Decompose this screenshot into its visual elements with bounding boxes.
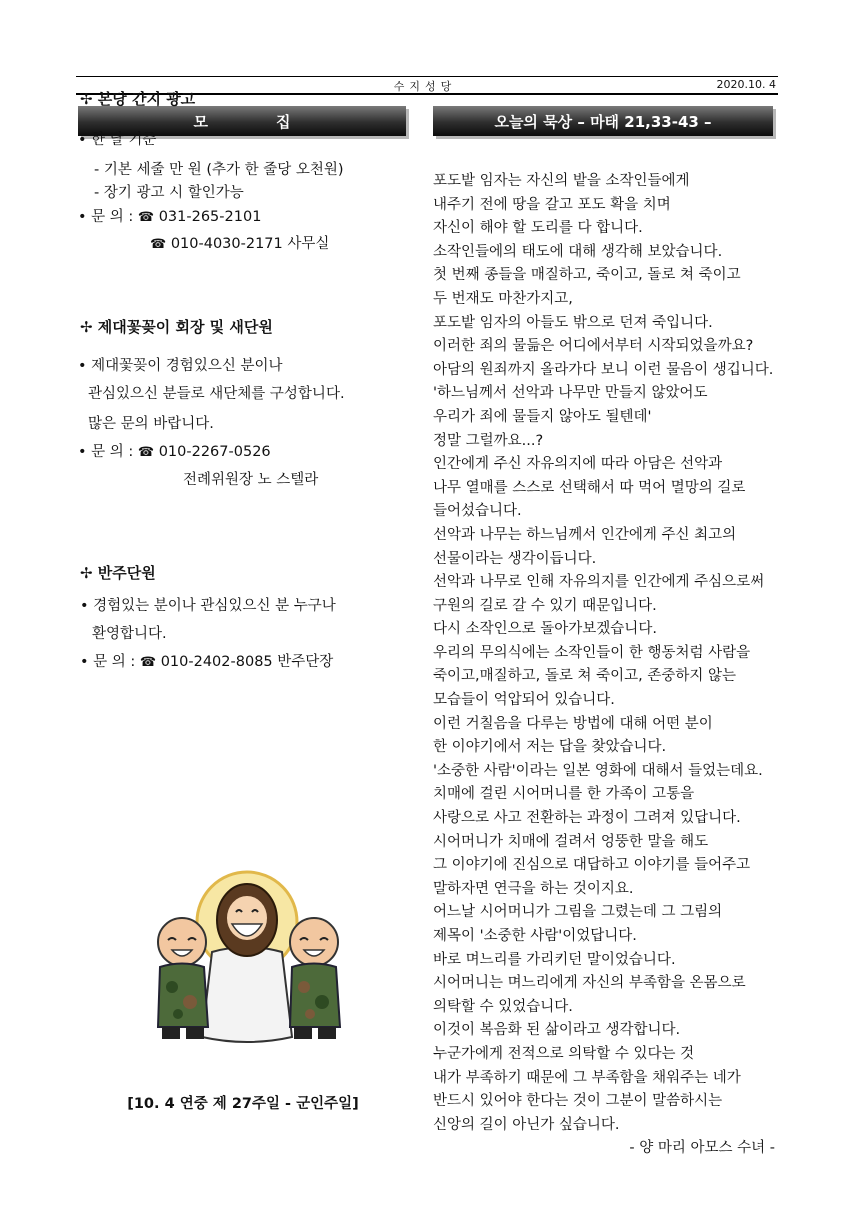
meditation-line: 사랑으로 사고 전환하는 과정이 그려져 있답니다. <box>433 810 741 827</box>
meditation-line: '하느님께서 선악과 나무만 만들지 않았어도 <box>433 385 708 402</box>
meditation-line: 죽이고,매질하고, 돌로 쳐 죽이고, 존중하지 않는 <box>433 668 737 685</box>
recruitment-banner: 모집 <box>78 106 406 136</box>
meditation-line: 선악과 나무는 하느님께서 인간에게 주신 최고의 <box>433 526 737 543</box>
meditation-author: - 양 마리 아모스 수녀 - <box>629 1140 775 1157</box>
ad-line: - 장기 광고 시 할인가능 <box>94 185 244 201</box>
section-title-accompanist: ✢ 반주단원 <box>80 564 156 582</box>
phone-icon: ☎ <box>137 210 155 225</box>
ad-contact-line <box>150 232 329 253</box>
meditation-line: 치매에 걸린 시어머니를 한 가족이 고통을 <box>433 786 695 803</box>
ad-line: - 기본 세줄 만 원 (추가 한 줄당 오천원) <box>94 162 344 178</box>
accompanist-line: • 경험있는 분이나 관심있으신 분 누구나 <box>80 598 336 614</box>
phone-number: 010-2402-8085 반주단장 <box>160 654 334 670</box>
meditation-line: '소중한 사람'이라는 일본 영화에 대해서 들었는데요. <box>433 762 763 779</box>
meditation-line: 내가 부족하기 때문에 그 부족함을 채워주는 네가 <box>433 1069 741 1086</box>
meditation-line: 다시 소작인으로 돌아가보겠습니다. <box>433 621 657 638</box>
meditation-line: 선물이라는 생각이듭니다. <box>433 550 597 567</box>
flower-contact-person: 전례위원장 노 스텔라 <box>183 472 319 488</box>
flower-line: 많은 문의 바랍니다. <box>88 416 214 432</box>
meditation-text <box>433 170 775 1161</box>
accompanist-contact-line <box>80 650 333 671</box>
meditation-line: 들어섰습니다. <box>433 503 522 520</box>
flower-line: • 제대꽃꽂이 경험있으신 분이나 <box>78 358 283 374</box>
meditation-banner: 오늘의 묵상 – 마태 21,33-43 – <box>433 106 773 136</box>
meditation-line: 우리의 무의식에는 소작인들이 한 행동처럼 사람을 <box>433 644 751 661</box>
meditation-line: 제목이 '소중한 사람'이었답니다. <box>433 928 637 944</box>
meditation-line: 나무 열매를 스스로 선택해서 따 먹어 멸망의 길로 <box>433 479 746 496</box>
meditation-line: 한 이야기에서 저는 답을 찾았습니다. <box>433 739 667 756</box>
meditation-line: 모습들이 억압되어 있습니다. <box>433 692 615 709</box>
meditation-line: 그 이야기에 진심으로 대답하고 이야기를 들어주고 <box>433 857 751 874</box>
phone-icon: ☎ <box>137 445 155 460</box>
meditation-line: 반드시 있어야 한다는 것이 그분이 말씀하시는 <box>433 1093 723 1110</box>
meditation-line: 아담의 원죄까지 올라가다 보니 이런 물음이 생깁니다. <box>433 361 774 378</box>
meditation-line: 정말 그럴까요...? <box>433 432 544 449</box>
church-name: 수지성당 <box>393 80 457 93</box>
phone-icon: ☎ <box>150 237 167 252</box>
meditation-line: 우리가 죄에 물들지 않아도 될텐데' <box>433 408 652 425</box>
meditation-line: 인간에게 주신 자유의지에 따라 아담은 선악과 <box>433 456 723 473</box>
meditation-line: 신앙의 길이 아닌가 싶습니다. <box>433 1116 620 1133</box>
meditation-line: 두 번재도 마찬가지고, <box>433 290 573 307</box>
ad-contact-line <box>78 205 261 226</box>
meditation-line: 바로 며느리를 가리키던 말이었습니다. <box>433 951 676 968</box>
section-title-flower: ✢ 제대꽃꽂이 회장 및 새단원 <box>80 318 273 336</box>
section-title-ad: ✢ 본당 간지 광고 <box>80 90 196 108</box>
jesus-soldiers-illustration <box>142 862 352 1052</box>
ad-line: • 한 달 기준 <box>78 132 157 148</box>
accompanist-line: 환영합니다. <box>92 626 167 642</box>
meditation-line: 자신이 해야 할 도리를 다 합니다. <box>433 220 643 237</box>
meditation-line: 누군가에게 전적으로 의탁할 수 있다는 것 <box>433 1045 695 1062</box>
flower-line: 관심있으신 분들로 새단체를 구성합니다. <box>88 386 345 402</box>
phone-icon: ☎ <box>139 655 157 670</box>
contact-label: • 문 의 : <box>78 209 134 225</box>
phone-number: 010-4030-2171 사무실 <box>170 236 330 252</box>
header-top-rule <box>76 76 778 77</box>
meditation-line: 포도밭 임자는 자신의 밭을 소작인들에게 <box>433 173 690 189</box>
phone-number: 031-265-2101 <box>158 209 262 225</box>
meditation-line: 이러한 죄의 물듦은 어디에서부터 시작되었을까요? <box>433 338 754 355</box>
meditation-line: 어느날 시어머니가 그림을 그렸는데 그 그림의 <box>433 904 723 921</box>
meditation-line: 선악과 나무로 인해 자유의지를 인간에게 주심으로써 <box>433 574 765 591</box>
phone-number: 010-2267-0526 <box>158 444 271 460</box>
meditation-line: 포도밭 임자의 아들도 밖으로 던져 죽입니다. <box>433 314 713 331</box>
bulletin-date: 2020.10. 4 <box>716 78 776 91</box>
contact-label: • 문 의 : <box>80 654 136 670</box>
contact-label: • 문 의 : <box>78 444 134 460</box>
meditation-line: 이런 거칠음을 다루는 방법에 대해 어떤 분이 <box>433 715 713 732</box>
meditation-line: 시어머니는 며느리에게 자신의 부족함을 온몸으로 <box>433 975 746 992</box>
flower-contact-line <box>78 440 271 461</box>
meditation-line: 의탁할 수 있었습니다. <box>433 998 573 1015</box>
sunday-caption: [10. 4 연중 제 27주일 - 군인주일] <box>127 1096 359 1112</box>
meditation-line: 이것이 복음화 된 삶이라고 생각합니다. <box>433 1022 681 1039</box>
meditation-line: 구원의 길로 갈 수 있기 때문입니다. <box>433 597 657 614</box>
meditation-line: 첫 번째 종들을 매질하고, 죽이고, 돌로 쳐 죽이고 <box>433 267 741 284</box>
meditation-line: 말하자면 연극을 하는 것이지요. <box>433 880 634 897</box>
meditation-line: 시어머니가 치매에 걸려서 엉뚱한 말을 해도 <box>433 833 709 850</box>
meditation-line: 소작인들에의 태도에 대해 생각해 보았습니다. <box>433 243 723 260</box>
meditation-line: 내주기 전에 땅을 갈고 포도 확을 치며 <box>433 196 671 213</box>
